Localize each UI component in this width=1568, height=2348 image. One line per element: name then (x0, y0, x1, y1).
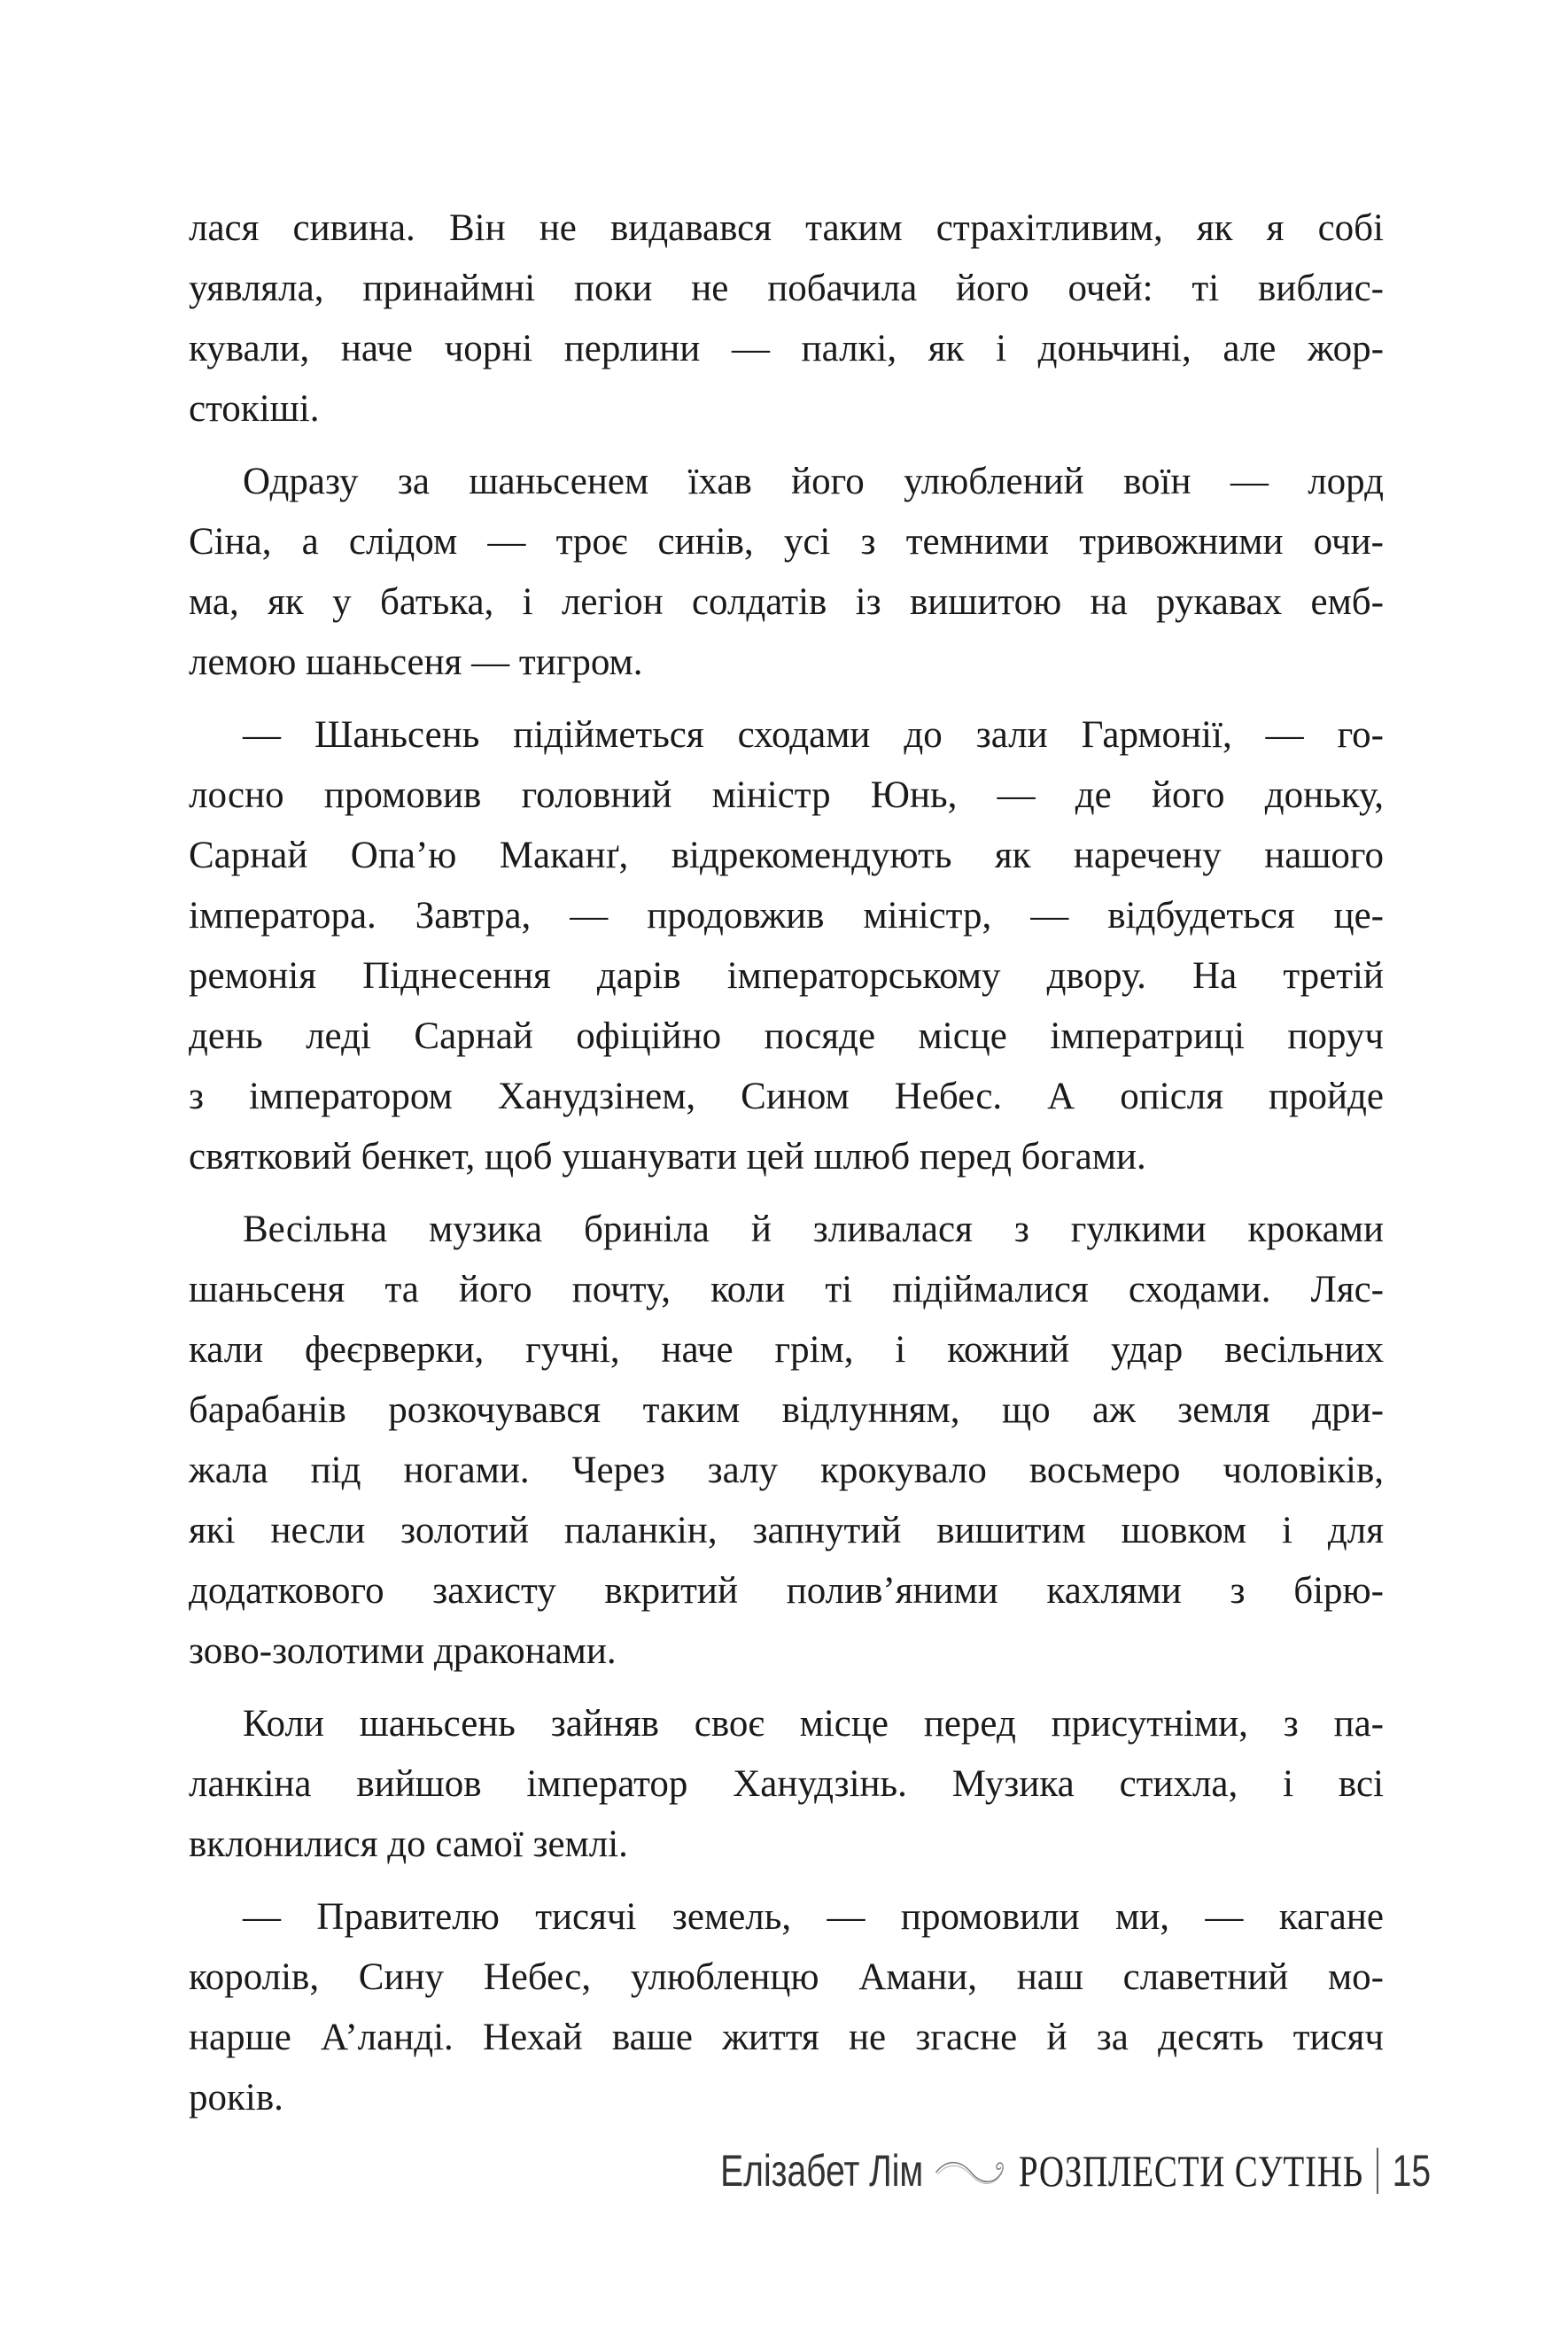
text-line: які несли золотий паланкін, запнутий вишитим шовком і для (189, 1510, 1384, 1551)
text-line: — Шаньсень підійметься сходами до зали Гармонії, — го- (243, 714, 1384, 756)
text-line: Одразу за шаньсенем їхав його улюблений воїн — лорд (243, 461, 1384, 502)
text-line: Весільна музика бриніла й зливалася з гулкими кроками (243, 1209, 1384, 1250)
text-line: Коли шаньсень зайняв своє місце перед присутніми, з па- (243, 1703, 1384, 1745)
footer-divider (1377, 2148, 1378, 2194)
text-line: уявляла, принаймні поки не побачила його очей: ті виблис- (189, 268, 1384, 309)
text-line: ланкіна вийшов імператор Ханудзінь. Музика стихла, і всі (189, 1763, 1384, 1805)
text-line: Сарнай Опа’ю Маканґ, відрекомендують як наречену нашого (189, 835, 1384, 876)
text-line: кували, наче чорні перлини — палкі, як і доньчині, але жор- (189, 328, 1384, 369)
text-line: лася сивина. Він не видавався таким страхітливим, як я собі (189, 207, 1384, 249)
text-line: королів, Сину Небес, улюбленцю Амани, наш славетний мо- (189, 1956, 1384, 1998)
paragraph (189, 1200, 1384, 1682)
paragraph (189, 1694, 1384, 1875)
text-line: святковий бенкет, щоб ушанувати цей шлюб перед богами. (189, 1136, 1146, 1178)
paragraph (189, 1887, 1384, 2128)
running-footer (720, 2144, 1431, 2197)
text-line: з імператором Ханудзінем, Сином Небес. А опісля пройде (189, 1076, 1384, 1117)
paragraph (189, 198, 1384, 439)
text-line: Сіна, а слідом — троє синів, усі з темними тривожними очи- (189, 521, 1384, 563)
text-line: жала під ногами. Через залу крокувало восьмеро чоловіків, (189, 1450, 1384, 1491)
page-number: 15 (1392, 2146, 1431, 2196)
text-line: нарше А’ланді. Нехай ваше життя не згасне й за десять тисяч (189, 2017, 1384, 2058)
text-line: шаньсеня та його почту, коли ті підіймалися сходами. Ляс- (189, 1269, 1384, 1310)
text-line: ма, як у батька, і легіон солдатів із вишитою на рукавах емб- (189, 581, 1384, 623)
text-line: лосно промовив головний міністр Юнь, — де його доньку, (189, 774, 1384, 816)
text-line: років. (189, 2077, 283, 2119)
text-line: лемою шаньсеня — тигром. (189, 641, 643, 683)
text-line: додаткового захисту вкритий полив’яними кахлями з бірю- (189, 1570, 1384, 1612)
flourish-ornament-icon (933, 2153, 1009, 2189)
text-line: імператора. Завтра, — продовжив міністр, — відбудеться це- (189, 895, 1384, 937)
text-line: день леді Сарнай офіційно посяде місце імператриці поруч (189, 1015, 1384, 1057)
text-line: ремонія Піднесення дарів імператорському двору. На третій (189, 955, 1384, 997)
text-line: барабанів розкочувався таким відлунням, що аж земля дри- (189, 1389, 1384, 1431)
text-line: стокіші. (189, 388, 320, 430)
footer-author: Елізабет Лім (720, 2146, 924, 2196)
text-line: зово-золотими драконами. (189, 1630, 617, 1672)
paragraph (189, 452, 1384, 693)
text-line: — Правителю тисячі земель, — промовили ми, — кагане (243, 1896, 1384, 1938)
text-line: вклонилися до самої землі. (189, 1823, 628, 1865)
footer-book-title: РОЗПЛЕСТИ СУТІНЬ (1018, 2146, 1363, 2196)
body-text (189, 198, 1384, 2141)
text-line: кали феєрверки, гучні, наче грім, і кожний удар весільних (189, 1329, 1384, 1371)
paragraph (189, 705, 1384, 1187)
